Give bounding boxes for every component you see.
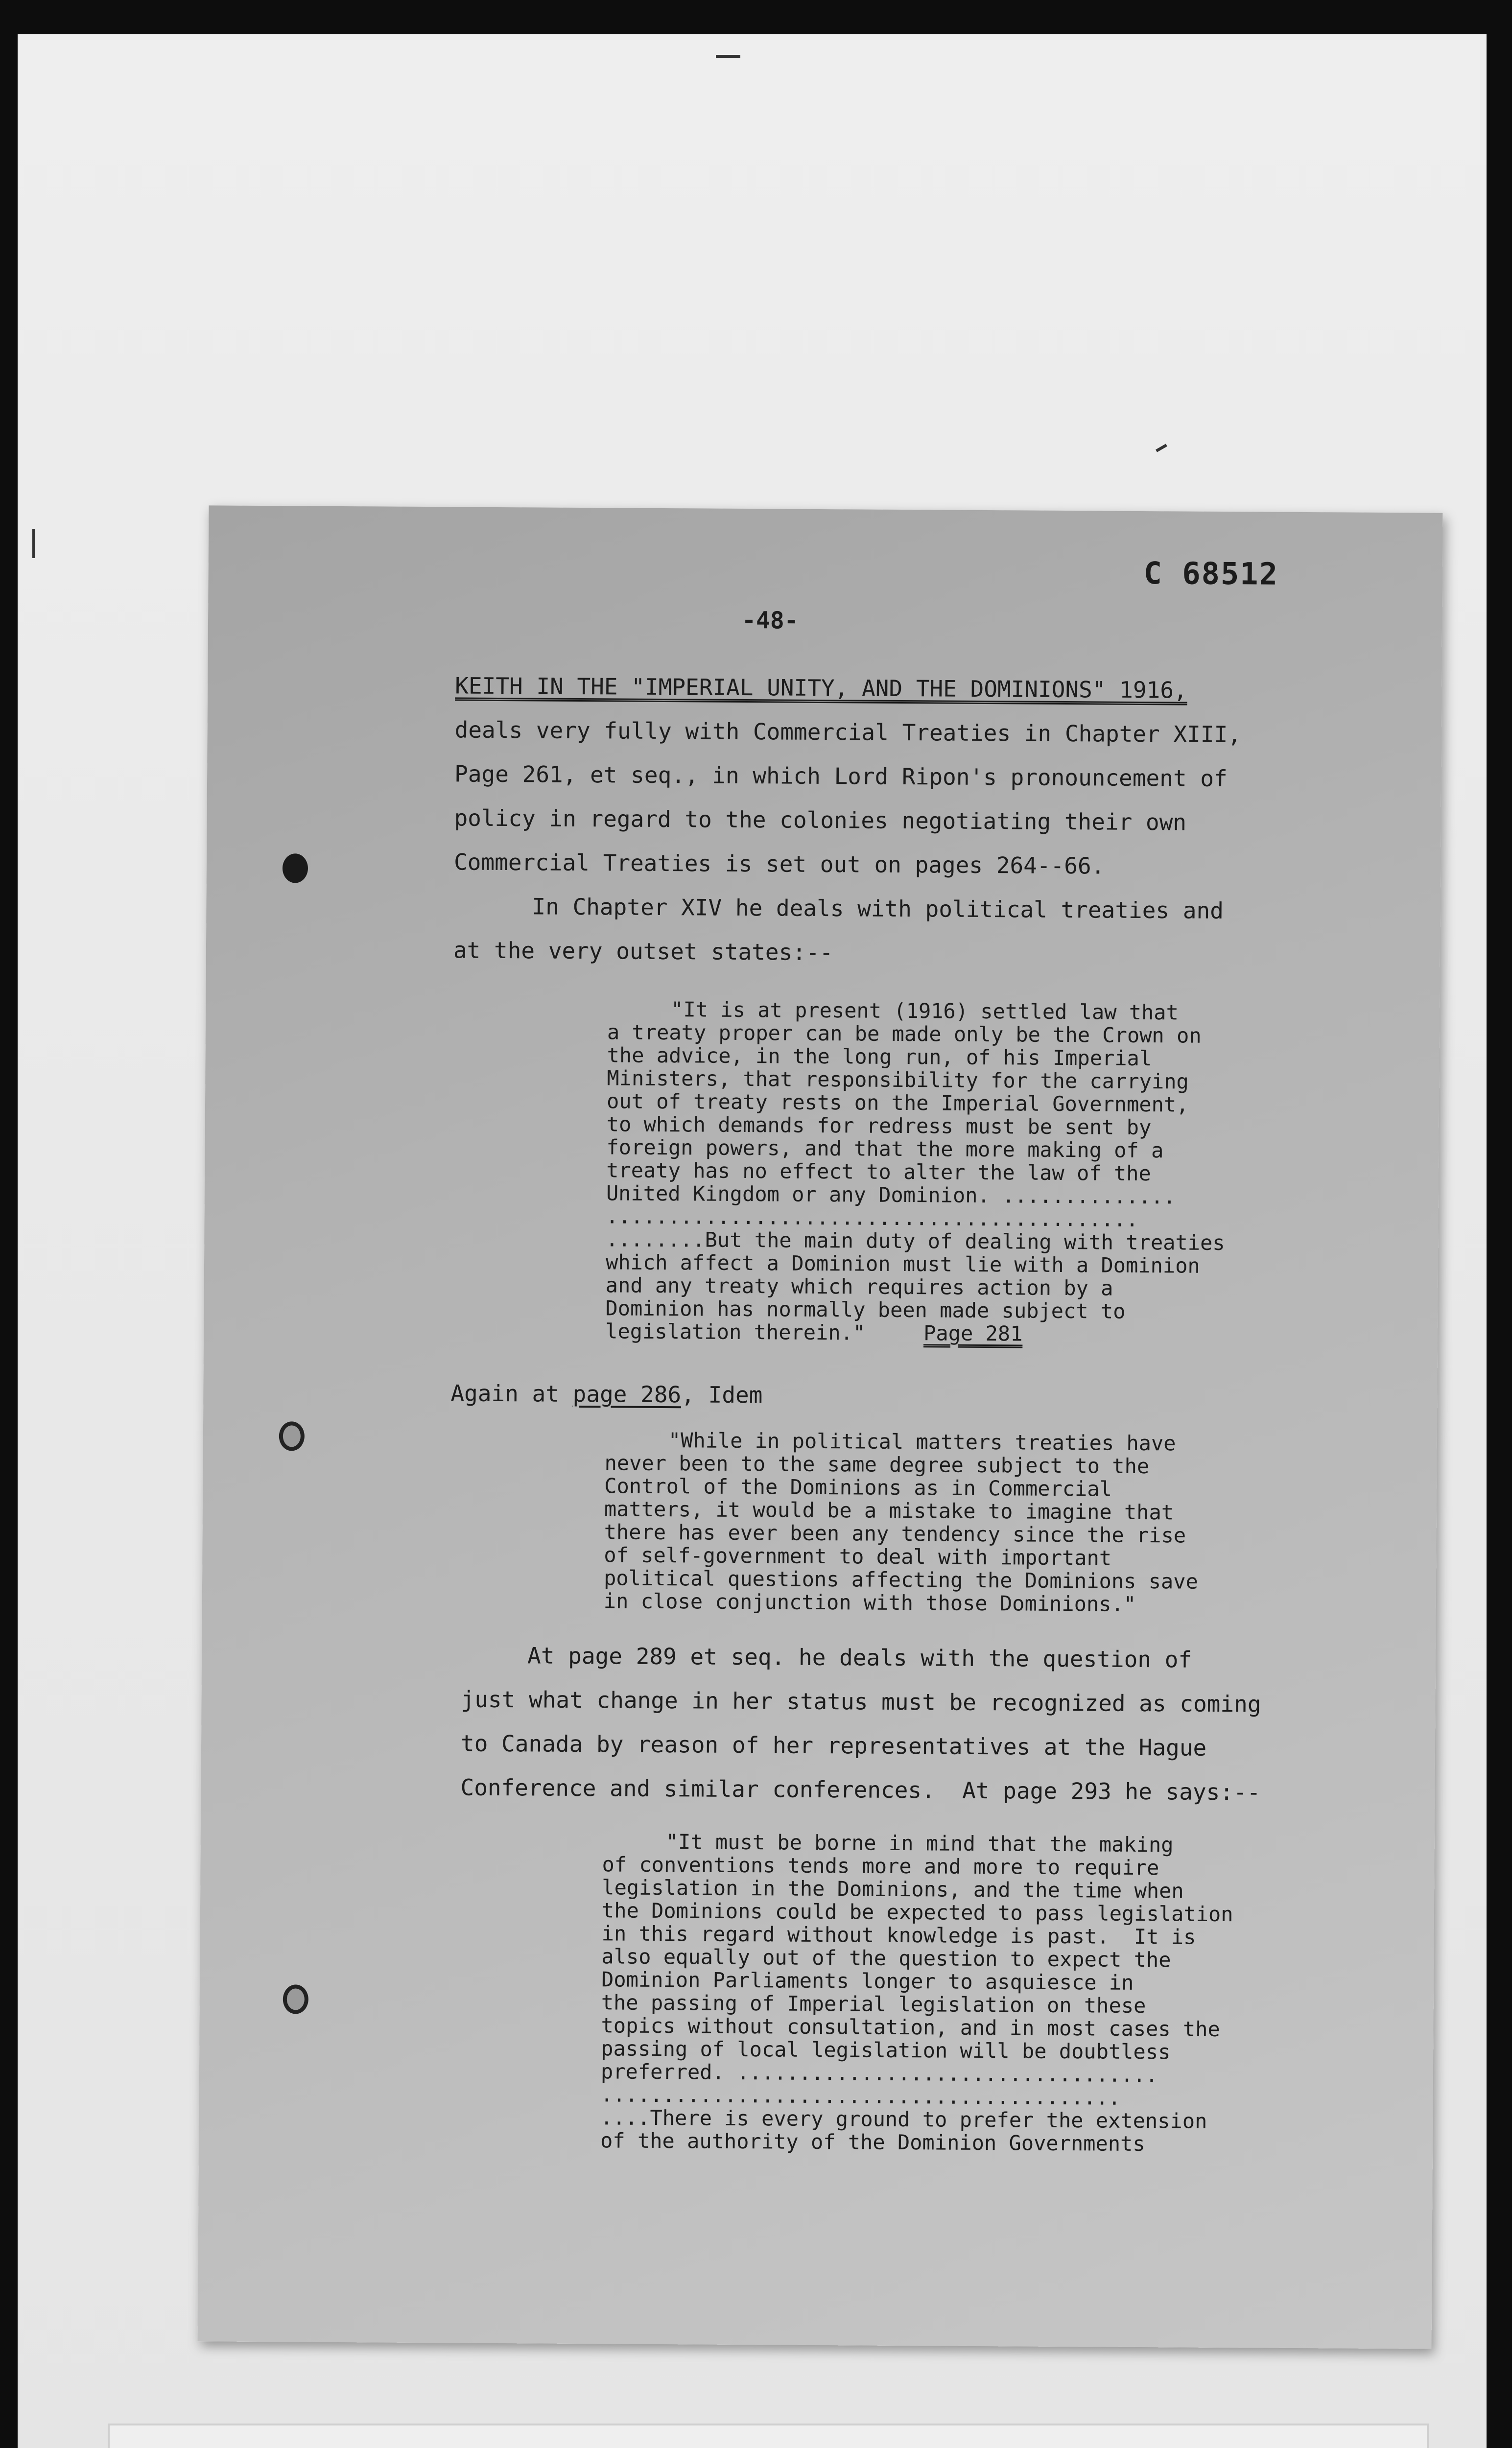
punch-hole bbox=[279, 1421, 305, 1451]
quote-line: which affect a Dominion must lie with a Dominion bbox=[605, 1250, 1200, 1278]
quote-line: "It is at present (1916) settled law that bbox=[671, 997, 1179, 1025]
quote-line: Dominion has normally been made subject to bbox=[605, 1296, 1126, 1323]
text-line: at the very outset states:-- bbox=[453, 937, 833, 966]
quote-line: ........But the main duty of dealing with treaties bbox=[606, 1227, 1225, 1255]
quote-line: never been to the same degree subject to the bbox=[604, 1451, 1150, 1479]
text-line: to Canada by reason of her representatives at the Hague bbox=[460, 1730, 1207, 1761]
quote-line: treaty has no effect to alter the law of the bbox=[606, 1158, 1151, 1186]
text-line: At page 289 et seq. he deals with the question of bbox=[527, 1642, 1192, 1673]
quote-line: preferred. .................................. bbox=[600, 2059, 1158, 2087]
quote-line: foreign powers, and that the more making of a bbox=[606, 1135, 1164, 1163]
quote-line: of self-government to deal with important bbox=[604, 1543, 1112, 1570]
quote-line: out of treaty rests on the Imperial Government, bbox=[606, 1089, 1189, 1117]
quote-line: the advice, in the long run, of his Imperial bbox=[607, 1043, 1152, 1071]
text-line: Page 261, et seq., in which Lord Ripon's pronouncement of bbox=[454, 760, 1228, 792]
edge-mark bbox=[32, 529, 35, 558]
quote-line: United Kingdom or any Dominion. .............. bbox=[606, 1181, 1176, 1209]
quote-line: the passing of Imperial legislation on these bbox=[601, 1990, 1146, 2018]
edge-mark bbox=[716, 55, 740, 58]
quote-line: Ministers, that responsibility for the carrying bbox=[607, 1066, 1189, 1094]
quote-line: legislation in the Dominions, and the time when bbox=[602, 1875, 1184, 1903]
text-line: just what change in her status must be recognized as coming bbox=[461, 1686, 1261, 1718]
quote-line: "It must be borne in mind that the making bbox=[665, 1830, 1174, 1857]
quote-line: Dominion Parliaments longer to asquiesce in bbox=[601, 1967, 1134, 1995]
quote-line: "While in political matters treaties have bbox=[668, 1428, 1176, 1456]
quote-line: ........................................... bbox=[606, 1204, 1139, 1231]
page-number: -48- bbox=[741, 606, 799, 635]
quote-line: passing of local legislation will be doubtless bbox=[601, 2036, 1171, 2064]
quote-line: also equally out of the question to expect the bbox=[601, 1944, 1171, 1972]
text-line bbox=[450, 1378, 762, 1410]
quote-line: topics without consultation, and in most cases the bbox=[601, 2013, 1220, 2042]
quote-line: matters, it would be a mistake to imagine that bbox=[604, 1497, 1174, 1525]
quote-line: the Dominions could be expected to pass legislation bbox=[601, 1898, 1233, 1927]
quote-line: of conventions tends more and more to require bbox=[602, 1852, 1159, 1880]
punch-hole bbox=[283, 853, 308, 883]
quote-line: legislation therein." bbox=[605, 1319, 866, 1345]
page-reference: page 286 bbox=[572, 1380, 682, 1408]
quote-line: ....There is every ground to prefer the extension bbox=[600, 2105, 1207, 2133]
punch-hole bbox=[283, 1984, 308, 2014]
quote-line: to which demands for redress must be sent by bbox=[606, 1112, 1152, 1140]
quote-line: of the authority of the Dominion Governments bbox=[600, 2128, 1145, 2156]
quote-line: there has ever been any tendency since the rise bbox=[604, 1520, 1186, 1548]
page-reference: Page 281 bbox=[923, 1321, 1023, 1346]
quote-line: a treaty proper can be made only be the Crown on bbox=[607, 1020, 1202, 1048]
text-line: Commercial Treaties is set out on pages 264--66. bbox=[453, 848, 1105, 879]
quote-line: Control of the Dominions as in Commercial bbox=[604, 1474, 1112, 1501]
quote-line: political questions affecting the Dominions save bbox=[603, 1566, 1198, 1594]
text-line: Conference and similar conferences. At page 293 he says:-- bbox=[460, 1774, 1261, 1806]
text-line: policy in regard to the colonies negotiating their own bbox=[454, 804, 1187, 836]
quote-line: and any treaty which requires action by a bbox=[605, 1273, 1113, 1300]
quote-line: .......................................... bbox=[600, 2082, 1121, 2110]
text-line: In Chapter XIV he deals with political treaties and bbox=[532, 893, 1224, 924]
text-line: deals very fully with Commercial Treaties in Chapter XIII, bbox=[454, 716, 1242, 748]
text-fragment: , Idem bbox=[681, 1381, 763, 1409]
archive-stamp bbox=[108, 2424, 1429, 2448]
heading-line: KEITH IN THE "IMPERIAL UNITY, AND THE DOMINIONS" 1916, bbox=[455, 672, 1187, 704]
text-fragment: Again at bbox=[450, 1380, 573, 1407]
quote-line: in this regard without knowledge is past. It is bbox=[601, 1921, 1196, 1949]
typed-sheet bbox=[198, 505, 1443, 2349]
quote-line: in close conjunction with those Dominions." bbox=[603, 1589, 1136, 1616]
document-id: C 68512 bbox=[1143, 555, 1279, 592]
